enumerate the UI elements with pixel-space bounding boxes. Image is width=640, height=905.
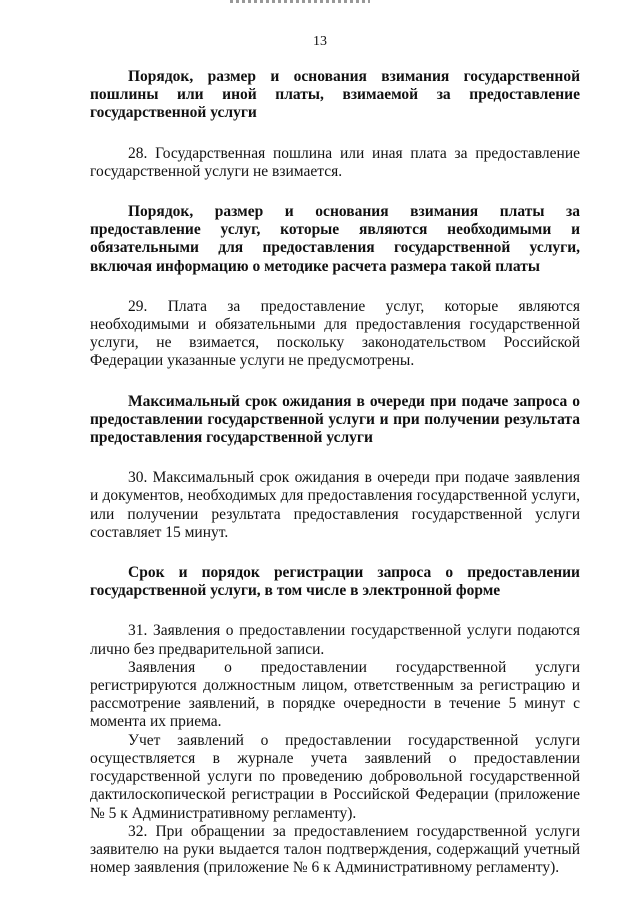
- paragraph-31-registration: Заявления о предоставлении государственной услуги регистрируются должностным лицом, ответственным за регистрацию и рассмотрение заявлений, в порядке очередности в течение 5 минут с момента их приема.: [90, 658, 580, 731]
- paragraph-30: 30. Максимальный срок ожидания в очереди при подаче заявления и документов, необходимых для предоставления государственной услуги, или получении результата предоставления государственной услуги составляет 15 минут.: [90, 469, 580, 541]
- paragraph-32: 32. При обращении за предоставлением государственной услуги заявителю на руки выдается талон подтверждения, содержащий учетный номер заявления (приложение № 6 к Административному регламенту).: [90, 822, 580, 877]
- document-body: [90, 68, 580, 877]
- section-heading-registration: Срок и порядок регистрации запроса о предоставлении государственной услуги, в том числе в электронной форме: [90, 564, 580, 600]
- section-heading-queue-time: Максимальный срок ожидания в очереди при подаче запроса о предоставлении государственной услуги и при получении результата предоставления государственной услуги: [90, 392, 580, 447]
- paragraph-28: 28. Государственная пошлина или иная плата за предоставление государственной услуги не взимается.: [90, 144, 580, 180]
- scan-artifact: [230, 0, 370, 3]
- section-heading-service-fees: Порядок, размер и основания взимания платы за предоставление услуг, которые являются необходимыми и обязательными для предоставления государственной услуги, включая информацию о методике расчета размера такой платы: [90, 203, 580, 275]
- page-number: 13: [313, 34, 327, 49]
- section-heading-fee: Порядок, размер и основания взимания государственной пошлины или иной платы, взимаемой за предоставление государственной услуги: [90, 68, 580, 122]
- paragraph-31-accounting: Учет заявлений о предоставлении государственной услуги осуществляется в журнале учета заявлений о предоставлении государственной услуги по проведению добровольной государственной дактилоскопической регистрации в Российской Федерации (приложение № 5 к Административному регламенту).: [90, 731, 580, 822]
- paragraph-29: 29. Плата за предоставление услуг, которые являются необходимыми и обязательными для предоставления государственной услуги, не взимается, поскольку законодательством Российской Федерации указанные услуги не предусмотрены.: [90, 297, 580, 370]
- paragraph-31: 31. Заявления о предоставлении государственной услуги подаются лично без предварительной записи.: [90, 622, 580, 658]
